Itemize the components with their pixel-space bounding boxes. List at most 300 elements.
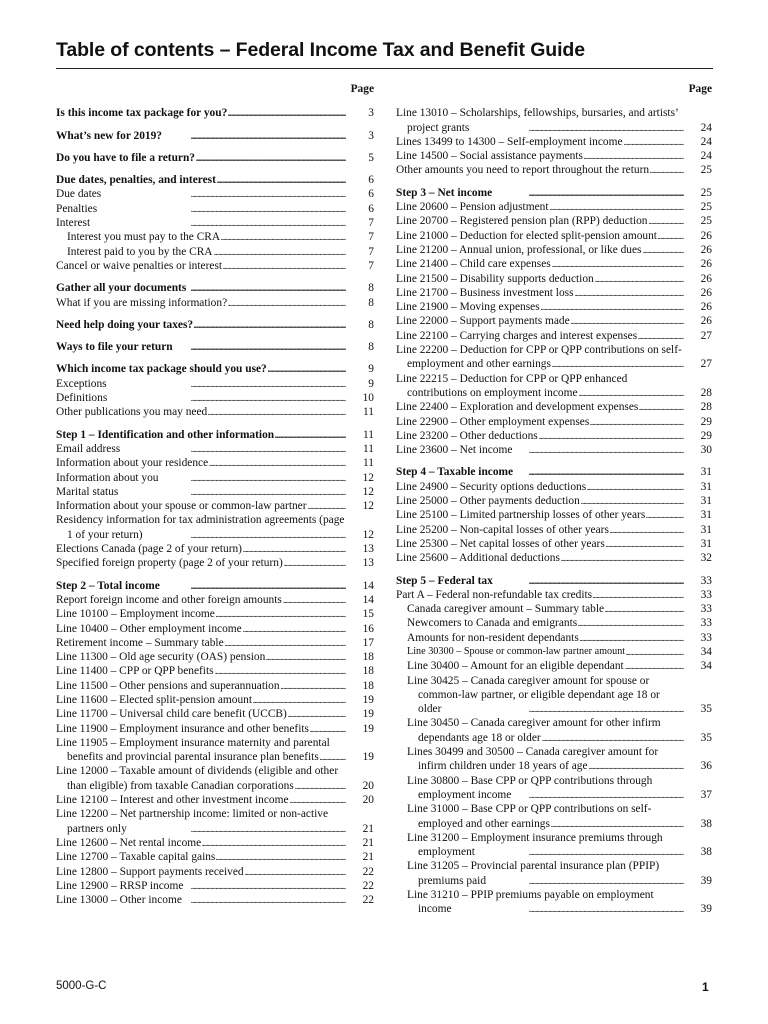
- toc-entry-text: Interest paid to you by the CRA: [67, 245, 213, 258]
- toc-entry-text: Step 3 – Net income: [396, 186, 493, 199]
- toc-entry-text: Line 12000 – Taxable amount of dividends (eligible and other than eligible) from taxable Canadian corporations: [56, 765, 339, 792]
- toc-entry-text: Due dates: [56, 188, 102, 201]
- toc-entry-text: Marital status: [56, 485, 119, 498]
- toc-entry[interactable]: [56, 579, 374, 593]
- toc-entry[interactable]: [396, 745, 712, 774]
- toc-entry[interactable]: [396, 329, 712, 343]
- toc-entry-text: Line 11400 – CPP or QPP benefits: [56, 665, 214, 678]
- toc-entry[interactable]: [56, 340, 374, 354]
- toc-entry-page: 38: [700, 846, 712, 859]
- toc-entry-text: Line 11900 – Employment insurance and other benefits: [56, 722, 309, 735]
- toc-entry[interactable]: [396, 229, 712, 243]
- toc-column-left: [56, 82, 374, 907]
- toc-entry-title: [56, 707, 346, 721]
- page-number: 1: [702, 980, 709, 994]
- toc-entry-title: [56, 245, 346, 259]
- toc-entry-title: [396, 372, 684, 401]
- toc-entry-text: Line 22200 – Deduction for CPP or QPP contributions on self-employment and other earnings: [396, 344, 682, 371]
- toc-entry-title: [396, 286, 684, 300]
- toc-entry[interactable]: [396, 415, 712, 429]
- toc-entry-page: 12: [362, 500, 374, 513]
- toc-entry-page: 11: [363, 442, 374, 455]
- toc-entry-title: [396, 631, 684, 645]
- toc-entry[interactable]: [56, 499, 374, 513]
- toc-entry-text: Specified foreign property (page 2 of your return): [56, 557, 283, 570]
- toc-entry[interactable]: [56, 442, 374, 456]
- toc-entry-page: 16: [362, 622, 374, 635]
- toc-entry[interactable]: [56, 405, 374, 419]
- toc-entry[interactable]: [396, 465, 712, 479]
- toc-entry-title: [396, 588, 684, 602]
- toc-entry-page: 34: [700, 645, 712, 658]
- toc-entry[interactable]: [56, 471, 374, 485]
- toc-entry-page: 13: [362, 557, 374, 570]
- toc-entry-title: [396, 314, 684, 328]
- toc-entry[interactable]: [396, 859, 712, 888]
- toc-entry-text: Do you have to file a return?: [56, 151, 195, 164]
- toc-entry[interactable]: [396, 480, 712, 494]
- toc-entry[interactable]: [56, 650, 374, 664]
- toc-entry-title: [56, 362, 346, 376]
- toc-entry[interactable]: [396, 343, 712, 372]
- toc-entry-title: [396, 300, 684, 314]
- toc-entry-page: 17: [362, 636, 374, 649]
- toc-entry-text: Information about you: [56, 471, 159, 484]
- toc-entry[interactable]: [396, 300, 712, 314]
- toc-entry-title: [56, 693, 346, 707]
- toc-entry[interactable]: [56, 362, 374, 376]
- toc-entry-title: [56, 296, 346, 310]
- toc-entry[interactable]: [396, 602, 712, 616]
- toc-entry[interactable]: [56, 622, 374, 636]
- toc-entry-text: Line 30400 – Amount for an eligible dependant: [407, 660, 624, 673]
- toc-entry-text: Lines 30499 and 30500 – Canada caregiver amount for infirm children under 18 years of age: [407, 746, 659, 773]
- toc-entry[interactable]: [56, 893, 374, 907]
- toc-entry-title: [396, 745, 684, 774]
- toc-entry-text: Line 31205 – Provincial parental insurance plan (PPIP) premiums paid: [407, 860, 660, 887]
- toc-entry[interactable]: [56, 296, 374, 310]
- toc-entry-text: Line 20700 – Registered pension plan (RPP) deduction: [396, 215, 648, 228]
- toc-entry[interactable]: [396, 106, 712, 135]
- toc-entry-page: 26: [700, 315, 712, 328]
- toc-entry[interactable]: [56, 173, 374, 187]
- toc-entry-title: [56, 428, 346, 442]
- toc-entry-page: 31: [700, 537, 712, 550]
- toc-entry-text: Penalties: [56, 202, 98, 215]
- toc-entry-title: [56, 499, 346, 513]
- toc-entry-text: Residency information for tax administration agreements (page 1 of your return): [56, 514, 345, 541]
- toc-entry-page: 8: [368, 296, 374, 309]
- toc-entry-text: Line 22900 – Other employment expenses: [396, 415, 590, 428]
- toc-entry-title: [396, 480, 684, 494]
- toc-entry-title: [56, 405, 346, 419]
- toc-entry-page: 13: [362, 543, 374, 556]
- toc-entry-text: Newcomers to Canada and emigrants: [407, 617, 578, 630]
- toc-entry-text: Line 31200 – Employment insurance premiums through employment: [407, 831, 663, 859]
- toc-entry-title: [396, 149, 684, 163]
- toc-entry-text: Line 21900 – Moving expenses: [396, 301, 540, 314]
- toc-entry[interactable]: [396, 674, 712, 717]
- toc-entry[interactable]: [396, 802, 712, 831]
- toc-entry-text: What if you are missing information?: [56, 296, 228, 309]
- toc-entry-text: Line 11905 – Employment insurance maternity and parental benefits and provincial parental insurance plan benefits: [56, 736, 330, 764]
- toc-entry-text: Line 25000 – Other payments deduction: [396, 495, 580, 508]
- toc-entry-title: [56, 442, 346, 456]
- toc-entry-title: [56, 836, 346, 850]
- toc-entry[interactable]: [56, 793, 374, 807]
- toc-entry[interactable]: [396, 631, 712, 645]
- toc-entry[interactable]: [56, 850, 374, 864]
- toc-entry-title: [396, 602, 684, 616]
- toc-entry-page: 36: [700, 760, 712, 773]
- toc-entry-page: 22: [362, 894, 374, 907]
- toc-entry-page: 7: [368, 217, 374, 230]
- toc-entry-title: [56, 513, 346, 542]
- toc-entry-text: Line 30450 – Canada caregiver amount for other infirm dependants age 18 or older: [407, 717, 661, 744]
- toc-entry-page: 26: [700, 272, 712, 285]
- toc-entry-page: 12: [362, 528, 374, 541]
- page-title: Table of contents – Federal Income Tax and Benefit Guide: [56, 39, 585, 61]
- toc-entry[interactable]: [56, 607, 374, 621]
- toc-entry[interactable]: [396, 551, 712, 565]
- toc-entry-text: Elections Canada (page 2 of your return): [56, 543, 242, 556]
- toc-entry[interactable]: [396, 135, 712, 149]
- toc-entry[interactable]: [396, 257, 712, 271]
- toc-entry-text: Line 12600 – Net rental income: [56, 836, 202, 849]
- toc-entry[interactable]: [396, 774, 712, 803]
- toc-entry-title: [396, 465, 684, 479]
- toc-entry[interactable]: [56, 187, 374, 201]
- toc-entry[interactable]: [396, 537, 712, 551]
- toc-entry-title: [56, 793, 346, 807]
- toc-entry[interactable]: [56, 836, 374, 850]
- toc-entry-text: Line 13010 – Scholarships, fellowships, bursaries, and artists’ project grants: [396, 107, 679, 134]
- toc-entry-title: [396, 888, 684, 917]
- toc-entry-page: 11: [363, 457, 374, 470]
- toc-entry-page: 28: [700, 386, 712, 399]
- toc-entry-page: 9: [368, 377, 374, 390]
- toc-entry-text: Line 31210 – PPIP premiums payable on employment income: [407, 889, 654, 916]
- toc-entry-text: Is this income tax package for you?: [56, 107, 228, 120]
- toc-entry-title: [396, 429, 684, 443]
- toc-entry-text: Line 11600 – Elected split-pension amount: [56, 693, 253, 706]
- toc-entry-text: Amounts for non-resident dependants: [407, 631, 579, 644]
- toc-entry-text: Line 23200 – Other deductions: [396, 429, 538, 442]
- toc-entry-text: Step 1 – Identification and other information: [56, 428, 275, 441]
- toc-entry-page: 27: [700, 329, 712, 342]
- toc-entry-page: 14: [362, 593, 374, 606]
- toc-entry-title: [56, 650, 346, 664]
- toc-entry-title: [396, 400, 684, 414]
- toc-entry-text: Line 25100 – Limited partnership losses of other years: [396, 509, 646, 522]
- toc-entry-text: Report foreign income and other foreign amounts: [56, 593, 282, 606]
- toc-entry[interactable]: [396, 494, 712, 508]
- toc-entry-text: Line 23600 – Net income: [396, 444, 513, 457]
- toc-entry-text: Part A – Federal non-refundable tax credits: [396, 588, 593, 601]
- toc-entry-page: 29: [700, 429, 712, 442]
- toc-entry-page: 33: [700, 631, 712, 644]
- toc-entry-title: [56, 151, 346, 165]
- toc-entry-text: Line 12200 – Net partnership income: limited or non-active partners only: [56, 808, 329, 835]
- toc-entry-text: Email address: [56, 442, 121, 455]
- toc-entry-title: [56, 556, 346, 570]
- toc-entry-text: Line 13000 – Other income: [56, 894, 182, 907]
- toc-entry-page: 10: [362, 392, 374, 405]
- toc-entry[interactable]: [56, 106, 374, 120]
- toc-entry[interactable]: [396, 186, 712, 200]
- toc-entry[interactable]: [396, 831, 712, 860]
- toc-entry-text: Interest: [56, 217, 91, 230]
- toc-entry[interactable]: [56, 230, 374, 244]
- toc-entry-title: [56, 622, 346, 636]
- toc-entry[interactable]: [56, 245, 374, 259]
- toc-entry[interactable]: [56, 216, 374, 230]
- title-rule: [56, 68, 713, 69]
- toc-entry[interactable]: [56, 764, 374, 793]
- toc-entry-title: [56, 318, 346, 332]
- toc-entry-title: [56, 850, 346, 864]
- toc-entry-title: [396, 508, 684, 522]
- toc-entry[interactable]: [56, 736, 374, 765]
- toc-entry-title: [56, 391, 346, 405]
- toc-entry[interactable]: [56, 636, 374, 650]
- toc-entry-title: [396, 200, 684, 214]
- toc-entry-page: 34: [700, 660, 712, 673]
- toc-entry-text: Line 22100 – Carrying charges and interest expenses: [396, 329, 638, 342]
- toc-entry-page: 24: [700, 150, 712, 163]
- toc-entry-page: 19: [362, 722, 374, 735]
- toc-entry-page: 26: [700, 286, 712, 299]
- toc-entry-text: Line 21700 – Business investment loss: [396, 286, 574, 299]
- toc-entry-title: [56, 377, 346, 391]
- toc-entry-text: Line 22215 – Deduction for CPP or QPP enhanced contributions on employment income: [396, 372, 628, 399]
- toc-entry-title: [56, 281, 346, 295]
- toc-entry-title: [56, 679, 346, 693]
- toc-entry-text: Retirement income – Summary table: [56, 636, 224, 649]
- toc-entry-text: Line 14500 – Social assistance payments: [396, 150, 583, 163]
- toc-entry-text: Other publications you may need: [56, 406, 208, 419]
- toc-entry-text: Line 25200 – Non-capital losses of other years: [396, 523, 609, 536]
- toc-entry-title: [396, 574, 684, 588]
- toc-entry-title: [56, 893, 346, 907]
- toc-entry-page: 7: [368, 259, 374, 272]
- toc-entry-page: 39: [700, 903, 712, 916]
- toc-entry-title: [396, 616, 684, 630]
- toc-entry[interactable]: [396, 443, 712, 457]
- toc-entry[interactable]: [56, 485, 374, 499]
- toc-entry-page: 31: [700, 495, 712, 508]
- toc-entry-title: [56, 807, 346, 836]
- toc-entry-text: Line 10100 – Employment income: [56, 608, 215, 621]
- toc-entry[interactable]: [396, 400, 712, 414]
- toc-entry-title: [56, 636, 346, 650]
- toc-entry[interactable]: [56, 879, 374, 893]
- toc-entry-title: [56, 471, 346, 485]
- toc-entry-title: [396, 214, 684, 228]
- toc-entry[interactable]: [56, 693, 374, 707]
- toc-entry-page: 11: [363, 406, 374, 419]
- toc-entry-title: [396, 163, 684, 177]
- toc-entry[interactable]: [56, 865, 374, 879]
- toc-entry[interactable]: [56, 542, 374, 556]
- toc-entry-title: [56, 340, 346, 354]
- toc-entry-text: Due dates, penalties, and interest: [56, 174, 216, 187]
- toc-entry-text: Definitions: [56, 392, 108, 405]
- toc-entry-text: Line 22000 – Support payments made: [396, 315, 570, 328]
- toc-entry[interactable]: [396, 372, 712, 401]
- toc-entry-title: [56, 879, 346, 893]
- toc-entry[interactable]: [56, 428, 374, 442]
- toc-entry-page: 21: [362, 851, 374, 864]
- toc-entry[interactable]: [56, 707, 374, 721]
- toc-entry-text: Which income tax package should you use?: [56, 363, 267, 376]
- toc-entry-text: Need help doing your taxes?: [56, 318, 194, 331]
- toc-entry-page: 15: [362, 608, 374, 621]
- toc-entry-text: Line 12700 – Taxable capital gains: [56, 851, 216, 864]
- toc-entry-page: 22: [362, 879, 374, 892]
- toc-entry-title: [56, 664, 346, 678]
- toc-entry-title: [56, 764, 346, 793]
- toc-entry-page: 25: [700, 201, 712, 214]
- toc-entry-page: 18: [362, 679, 374, 692]
- toc-entry-text: Line 31000 – Base CPP or QPP contributions on self-employed and other earnings: [407, 803, 652, 830]
- toc-entry-text: Ways to file your return: [56, 341, 173, 354]
- toc-entry-page: 11: [363, 428, 374, 441]
- toc-entry[interactable]: [56, 202, 374, 216]
- toc-entry-title: [56, 129, 346, 143]
- toc-entry[interactable]: [56, 679, 374, 693]
- toc-entry-text: Information about your spouse or common-law partner: [56, 500, 307, 513]
- toc-entry[interactable]: [56, 722, 374, 736]
- toc-entry-page: 22: [362, 865, 374, 878]
- page-column-header: Page: [688, 83, 712, 95]
- toc-entry-title: [396, 106, 684, 135]
- toc-entry-page: 27: [700, 358, 712, 371]
- toc-entry-title: [56, 230, 346, 244]
- toc-entry-title: [56, 579, 346, 593]
- toc-entry-text: Line 11700 – Universal child care benefit (UCCB): [56, 708, 287, 721]
- toc-entry-page: 25: [700, 164, 712, 177]
- toc-entry[interactable]: [56, 807, 374, 836]
- toc-entry-page: 20: [362, 794, 374, 807]
- toc-entry[interactable]: [56, 281, 374, 295]
- toc-entry-text: Step 2 – Total income: [56, 579, 160, 592]
- toc-entry-text: Line 25300 – Net capital losses of other years: [396, 537, 605, 550]
- toc-entry-page: 6: [368, 188, 374, 201]
- toc-entry[interactable]: [396, 508, 712, 522]
- toc-entry[interactable]: [396, 616, 712, 630]
- toc-entry[interactable]: [396, 149, 712, 163]
- toc-entry[interactable]: [56, 391, 374, 405]
- toc-entry-title: [56, 173, 346, 187]
- toc-entry-title: [56, 485, 346, 499]
- toc-entry[interactable]: [396, 314, 712, 328]
- toc-column-right: [396, 82, 712, 917]
- toc-entry-title: [396, 551, 684, 565]
- toc-entry[interactable]: [396, 243, 712, 257]
- toc-entry-page: 33: [700, 603, 712, 616]
- toc-entry-text: Line 30425 – Canada caregiver amount for spouse or common-law partner, or eligible dependant age 18 or older: [407, 674, 660, 716]
- toc-entry-page: 26: [700, 243, 712, 256]
- toc-entry[interactable]: [56, 377, 374, 391]
- toc-entry[interactable]: [56, 664, 374, 678]
- toc-entry-page: 33: [700, 617, 712, 630]
- toc-entry[interactable]: [56, 259, 374, 273]
- toc-entry[interactable]: [396, 429, 712, 443]
- toc-entry-title: [396, 859, 684, 888]
- toc-entry-page: 21: [362, 822, 374, 835]
- toc-entry-title: [396, 257, 684, 271]
- toc-entry[interactable]: [56, 129, 374, 143]
- toc-entry-title: [56, 456, 346, 470]
- toc-entry-page: 31: [700, 509, 712, 522]
- toc-entry[interactable]: [396, 716, 712, 745]
- toc-entry-title: [396, 523, 684, 537]
- toc-entry-title: [396, 186, 684, 200]
- toc-entry-text: Line 22400 – Exploration and development expenses: [396, 401, 639, 414]
- toc-entry-text: Line 21500 – Disability supports deduction: [396, 272, 594, 285]
- toc-entry-text: What’s new for 2019?: [56, 129, 162, 142]
- toc-entry-page: 38: [700, 817, 712, 830]
- toc-entry-title: [56, 865, 346, 879]
- toc-entry[interactable]: [396, 574, 712, 588]
- toc-entry[interactable]: [56, 151, 374, 165]
- toc-entry[interactable]: [56, 513, 374, 542]
- toc-entry-text: Line 12100 – Interest and other investment income: [56, 794, 289, 807]
- toc-entry-title: [56, 607, 346, 621]
- toc-entry[interactable]: [396, 645, 712, 659]
- toc-entry[interactable]: [396, 659, 712, 673]
- toc-entry-page: 8: [368, 341, 374, 354]
- toc-entry-title: [56, 736, 346, 765]
- toc-entry-text: Line 25600 – Additional deductions: [396, 552, 560, 565]
- toc-entry-page: 18: [362, 665, 374, 678]
- toc-entry-page: 31: [700, 480, 712, 493]
- toc-entry[interactable]: [396, 200, 712, 214]
- toc-entry[interactable]: [396, 523, 712, 537]
- toc-entry[interactable]: [56, 556, 374, 570]
- toc-entry-page: 7: [368, 231, 374, 244]
- toc-entry-text: Line 30300 – Spouse or common-law partner amount: [407, 645, 626, 657]
- toc-entry-page: 31: [700, 523, 712, 536]
- toc-entry-page: 29: [700, 415, 712, 428]
- toc-entry-page: 7: [368, 245, 374, 258]
- toc-entry-text: Line 10400 – Other employment income: [56, 622, 242, 635]
- toc-entry-title: [396, 329, 684, 343]
- toc-entry-title: [56, 187, 346, 201]
- toc-entry-title: [56, 216, 346, 230]
- toc-entry[interactable]: [56, 593, 374, 607]
- toc-entry-title: [396, 645, 684, 659]
- toc-entry[interactable]: [396, 286, 712, 300]
- toc-entry-title: [56, 542, 346, 556]
- toc-entry[interactable]: [56, 456, 374, 470]
- toc-entry-text: Line 24900 – Security options deductions: [396, 480, 587, 493]
- form-code: 5000-G-C: [56, 980, 107, 992]
- toc-entry[interactable]: [396, 214, 712, 228]
- toc-entry-page: 19: [362, 751, 374, 764]
- toc-entry[interactable]: [396, 163, 712, 177]
- toc-entry[interactable]: [396, 588, 712, 602]
- page-column-header: Page: [350, 83, 374, 95]
- toc-entry[interactable]: [396, 272, 712, 286]
- toc-entry[interactable]: [56, 318, 374, 332]
- toc-entry-page: 24: [700, 135, 712, 148]
- toc-entry[interactable]: [396, 888, 712, 917]
- toc-entry-title: [396, 802, 684, 831]
- toc-entry-page: 19: [362, 693, 374, 706]
- toc-entry-title: [396, 229, 684, 243]
